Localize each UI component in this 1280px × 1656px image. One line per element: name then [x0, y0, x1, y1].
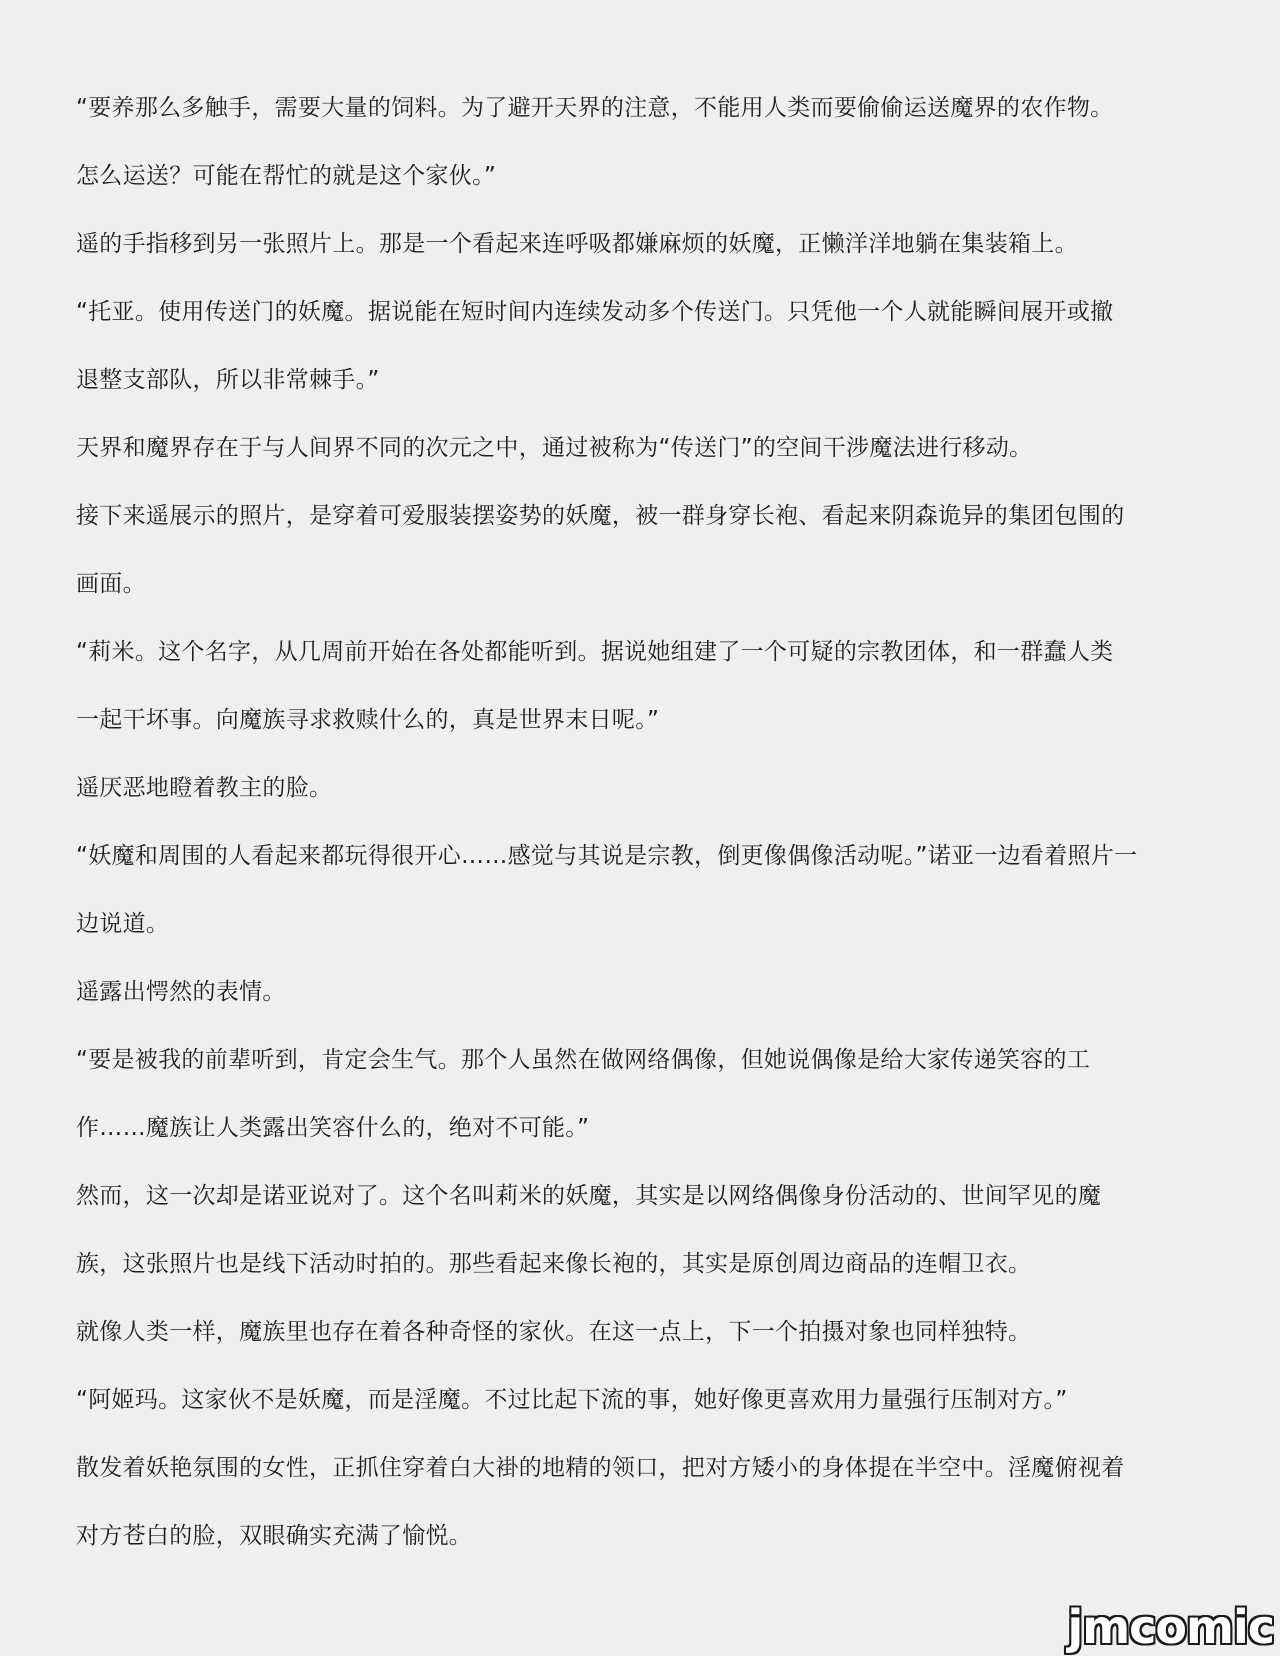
text-line: 一起干坏事。向魔族寻求救赎什么的，真是世界末日呢。” — [76, 707, 660, 733]
text-line: 对方苍白的脸，双眼确实充满了愉悦。 — [76, 1523, 473, 1549]
watermark-logo: jmcomic — [1067, 1600, 1274, 1654]
text-line: 散发着妖艳氛围的女性，正抓住穿着白大褂的地精的领口，把对方矮小的身体提在半空中。淫魔俯视着 — [76, 1455, 1125, 1481]
text-line: 族，这张照片也是线下活动时拍的。那些看起来像长袍的，其实是原创周边商品的连帽卫衣。 — [76, 1251, 1032, 1277]
text-line: 怎么运送？可能在帮忙的就是这个家伙。” — [76, 163, 497, 189]
text-line: “要是被我的前辈听到，肯定会生气。那个人虽然在做网络偶像，但她说偶像是给大家传递笑容的工 — [76, 1047, 1091, 1073]
text-line: 接下来遥展示的照片，是穿着可爱服装摆姿势的妖魔，被一群身穿长袍、看起来阴森诡异的集团包围的 — [76, 503, 1125, 529]
text-line: 遥的手指移到另一张照片上。那是一个看起来连呼吸都嫌麻烦的妖魔，正懒洋洋地躺在集装箱上。 — [76, 231, 1078, 257]
text-line: 就像人类一样，魔族里也存在着各种奇怪的家伙。在这一点上，下一个拍摄对象也同样独特。 — [76, 1319, 1032, 1345]
text-line: “阿姬玛。这家伙不是妖魔，而是淫魔。不过比起下流的事，她好像更喜欢用力量强行压制对方。” — [76, 1387, 1068, 1413]
text-line: 画面。 — [76, 571, 146, 597]
text-line: “要养那么多触手，需要大量的饲料。为了避开天界的注意，不能用人类而要偷偷运送魔界的农作物。 — [76, 95, 1114, 121]
text-line: 作……魔族让人类露出笑容什么的，绝对不可能。” — [76, 1115, 590, 1141]
text-line: “托亚。使用传送门的妖魔。据说能在短时间内连续发动多个传送门。只凭他一个人就能瞬间展开或撤 — [76, 299, 1114, 325]
text-line: 遥露出愕然的表情。 — [76, 979, 286, 1005]
text-line: 然而，这一次却是诺亚说对了。这个名叫莉米的妖魔，其实是以网络偶像身份活动的、世间罕见的魔 — [76, 1183, 1102, 1209]
document-body — [76, 74, 1216, 1570]
text-line: “妖魔和周围的人看起来都玩得很开心……感觉与其说是宗教，倒更像偶像活动呢。”诺亚一边看着照片一 — [76, 843, 1138, 869]
text-line: 退整支部队，所以非常棘手。” — [76, 367, 380, 393]
text-line: “莉米。这个名字，从几周前开始在各处都能听到。据说她组建了一个可疑的宗教团体，和一群蠢人类 — [76, 639, 1114, 665]
text-line: 边说道。 — [76, 911, 170, 937]
text-line: 天界和魔界存在于与人间界不同的次元之中，通过被称为“传送门”的空间干涉魔法进行移动。 — [76, 435, 1033, 461]
text-line: 遥厌恶地瞪着教主的脸。 — [76, 775, 333, 801]
